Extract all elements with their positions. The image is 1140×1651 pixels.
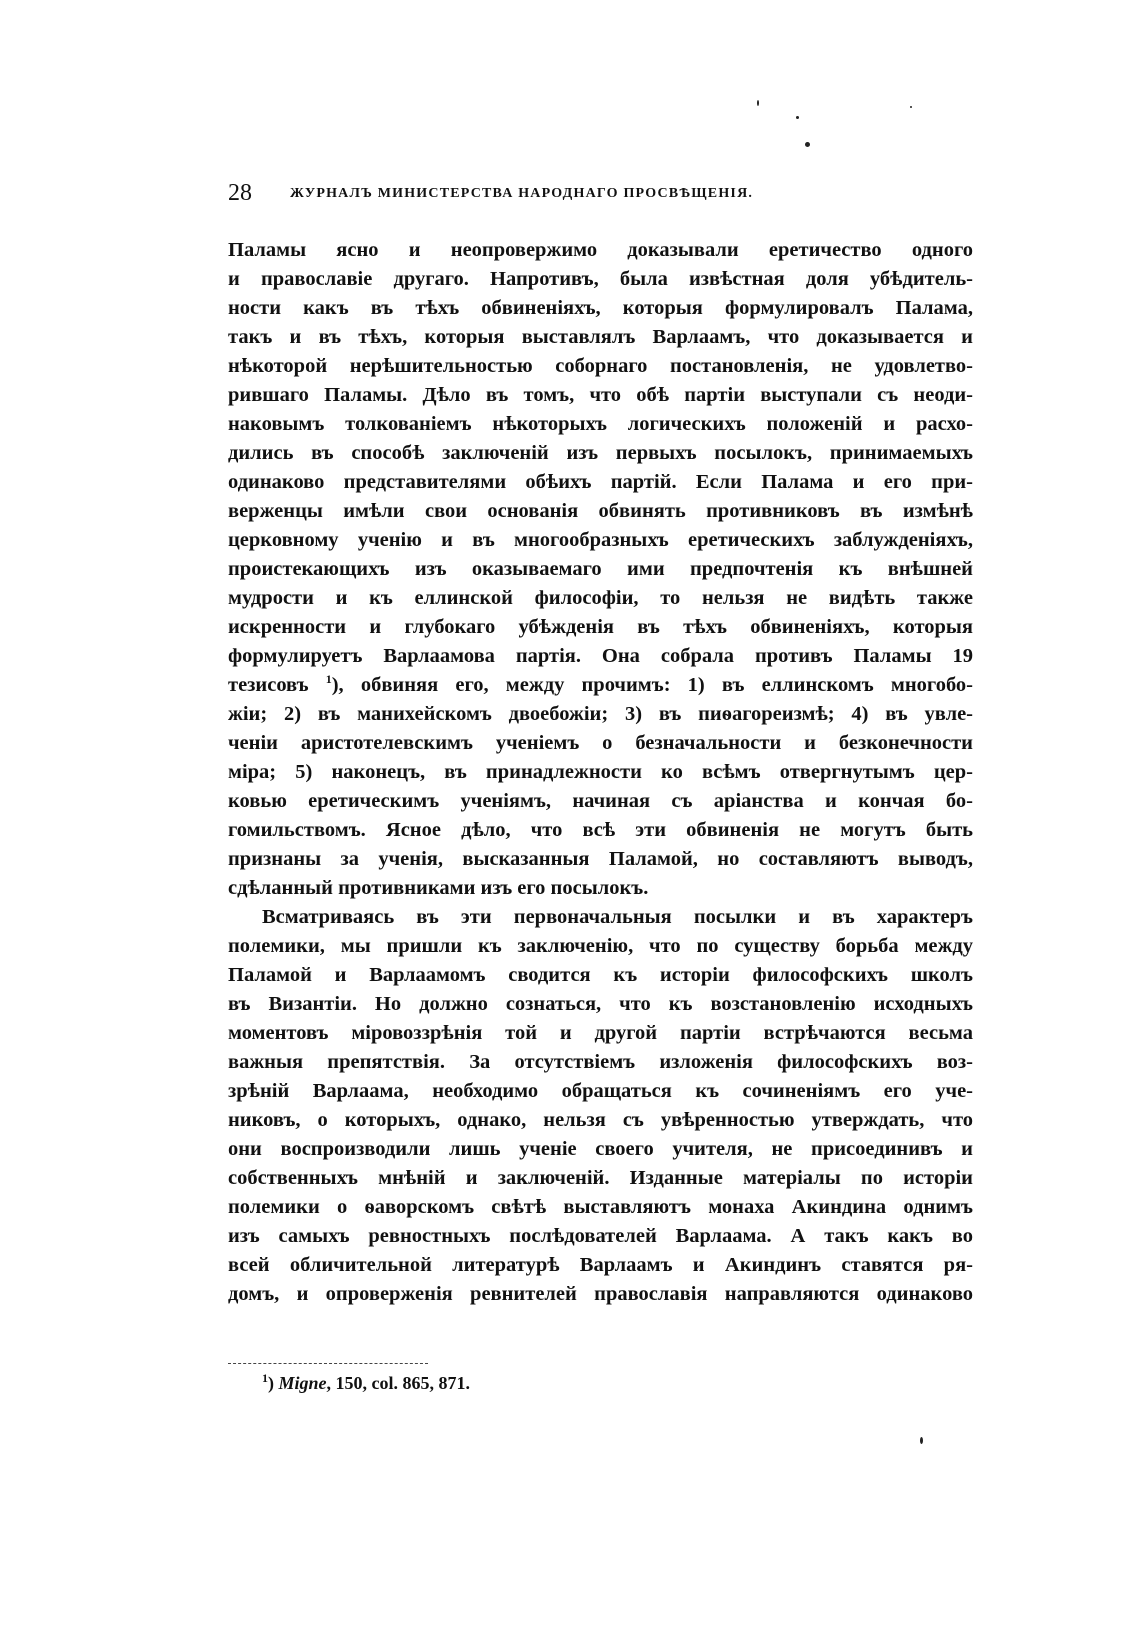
text-line: формулируетъ Варлаамова партія. Она собрала противъ Паламы 19	[228, 645, 973, 667]
text-line: всей обличительной литературѣ Варлаамъ и Акиндинъ ставятся ря-	[228, 1254, 973, 1276]
text-line: проистекающихъ изъ оказываемаго ими предпочтенія къ внѣшней	[228, 558, 973, 580]
scan-speck	[910, 106, 912, 108]
text-line: одинаково представителями обѣихъ партій. Если Палама и его при-	[228, 471, 973, 493]
text-line: нѣкоторой нерѣшительностью соборнаго постановленія, не удовлетво-	[228, 355, 973, 377]
text-line: и православіе другаго. Напротивъ, была извѣстная доля убѣдитель-	[228, 268, 973, 290]
paragraph-1	[228, 236, 973, 903]
scan-speck	[796, 116, 799, 119]
text-line: никовъ, о которыхъ, однако, нельзя съ увѣренностью утверждать, что	[228, 1109, 973, 1131]
text-line: полемики о ѳаворскомъ свѣтѣ выставляютъ монаха Акиндина однимъ	[228, 1196, 973, 1218]
scan-speck	[805, 142, 810, 147]
text-line: міра; 5) наконецъ, въ принадлежности ко всѣмъ отвергнутымъ цер-	[228, 761, 973, 783]
text-line: изъ самыхъ ревностныхъ послѣдователей Варлаама. А такъ какъ во	[228, 1225, 973, 1247]
text-line: наковымъ толкованіемъ нѣкоторыхъ логическихъ положеній и расхо-	[228, 413, 973, 435]
footnote-author: Migne	[278, 1373, 327, 1393]
footnote-citation: , 150, col. 865, 871.	[326, 1373, 471, 1393]
text-line: сдѣланный противниками изъ его посылокъ.	[228, 877, 649, 899]
text-line: моментовъ міровоззрѣнія той и другой партіи встрѣчаются весьма	[228, 1022, 973, 1044]
footnote-reference[interactable]: 1	[325, 672, 332, 687]
text-line: домъ, и опроверженія ревнителей православія направляются одинаково	[228, 1283, 973, 1305]
text-line: ности какъ въ тѣхъ обвиненіяхъ, которыя формулировалъ Палама,	[228, 297, 973, 319]
text-line: зрѣній Варлаама, необходимо обращаться къ сочиненіямъ его уче-	[228, 1080, 973, 1102]
text-line: церковному ученію и въ многообразныхъ еретическихъ заблужденіяхъ,	[228, 529, 973, 551]
text-line: мудрости и къ еллинской философіи, то нельзя не видѣть также	[228, 587, 973, 609]
running-head: ЖУРНАЛЪ МИНИСТЕРСТВА НАРОДНАГО ПРОСВѢЩЕНІЯ.	[290, 186, 754, 201]
text-line: рившаго Паламы. Дѣло въ томъ, что обѣ партіи выступали съ неоди-	[228, 384, 973, 406]
text-fragment: ), обвиняя его, между прочимъ: 1) въ еллинскомъ многобо-	[331, 674, 973, 696]
body-text	[228, 236, 973, 1309]
text-line: ченіи аристотелевскимъ ученіемъ о безначальности и безконечности	[228, 732, 973, 754]
text-line: Паламы ясно и неопровержимо доказывали еретичество одного	[228, 239, 973, 261]
text-line: полемики, мы пришли къ заключенію, что по существу борьба между	[228, 935, 973, 957]
text-line-with-footnote-ref	[228, 671, 973, 700]
footnote	[262, 1373, 470, 1394]
paragraph-2	[228, 903, 973, 1309]
footnote-marker: 1	[262, 1371, 268, 1385]
page-number: 28	[228, 180, 252, 206]
page-header	[228, 180, 978, 210]
text-line: дились въ способѣ заключеній изъ первыхъ посылокъ, принимаемыхъ	[228, 442, 973, 464]
text-line: верженцы имѣли свои основанія обвинять противниковъ въ измѣнѣ	[228, 500, 973, 522]
footnote-divider	[228, 1363, 428, 1364]
text-line: гомильствомъ. Ясное дѣло, что всѣ эти обвиненія не могутъ быть	[228, 819, 973, 841]
text-line: въ Византіи. Но должно сознаться, что къ возстановленію исходныхъ	[228, 993, 973, 1015]
text-line: такъ и въ тѣхъ, которыя выставлялъ Варлаамъ, что доказывается и	[228, 326, 973, 348]
text-fragment: тезисовъ	[228, 674, 309, 696]
text-line: ковью еретическимъ ученіямъ, начиная съ аріанства и кончая бо-	[228, 790, 973, 812]
text-line: жіи; 2) въ манихейскомъ двоебожіи; 3) въ пиѳагореизмѣ; 4) въ увле-	[228, 703, 973, 725]
text-line: Паламой и Варлаамомъ сводится къ исторіи философскихъ школъ	[228, 964, 973, 986]
scan-speck	[920, 1437, 923, 1444]
text-line: собственныхъ мнѣній и заключеній. Изданные матеріалы по исторіи	[228, 1167, 973, 1189]
scan-speck	[757, 100, 759, 106]
footnote-close: )	[268, 1373, 279, 1393]
text-line: Всматриваясь въ эти первоначальныя посылки и въ характеръ	[262, 906, 973, 928]
text-line: важныя препятствія. За отсутствіемъ изложенія философскихъ воз-	[228, 1051, 973, 1073]
text-line: искренности и глубокаго убѣжденія въ тѣхъ обвиненіяхъ, которыя	[228, 616, 973, 638]
text-line: они воспроизводили лишь ученіе своего учителя, не присоединивъ и	[228, 1138, 973, 1160]
text-line: признаны за ученія, высказанныя Паламой, но составляютъ выводъ,	[228, 848, 973, 870]
